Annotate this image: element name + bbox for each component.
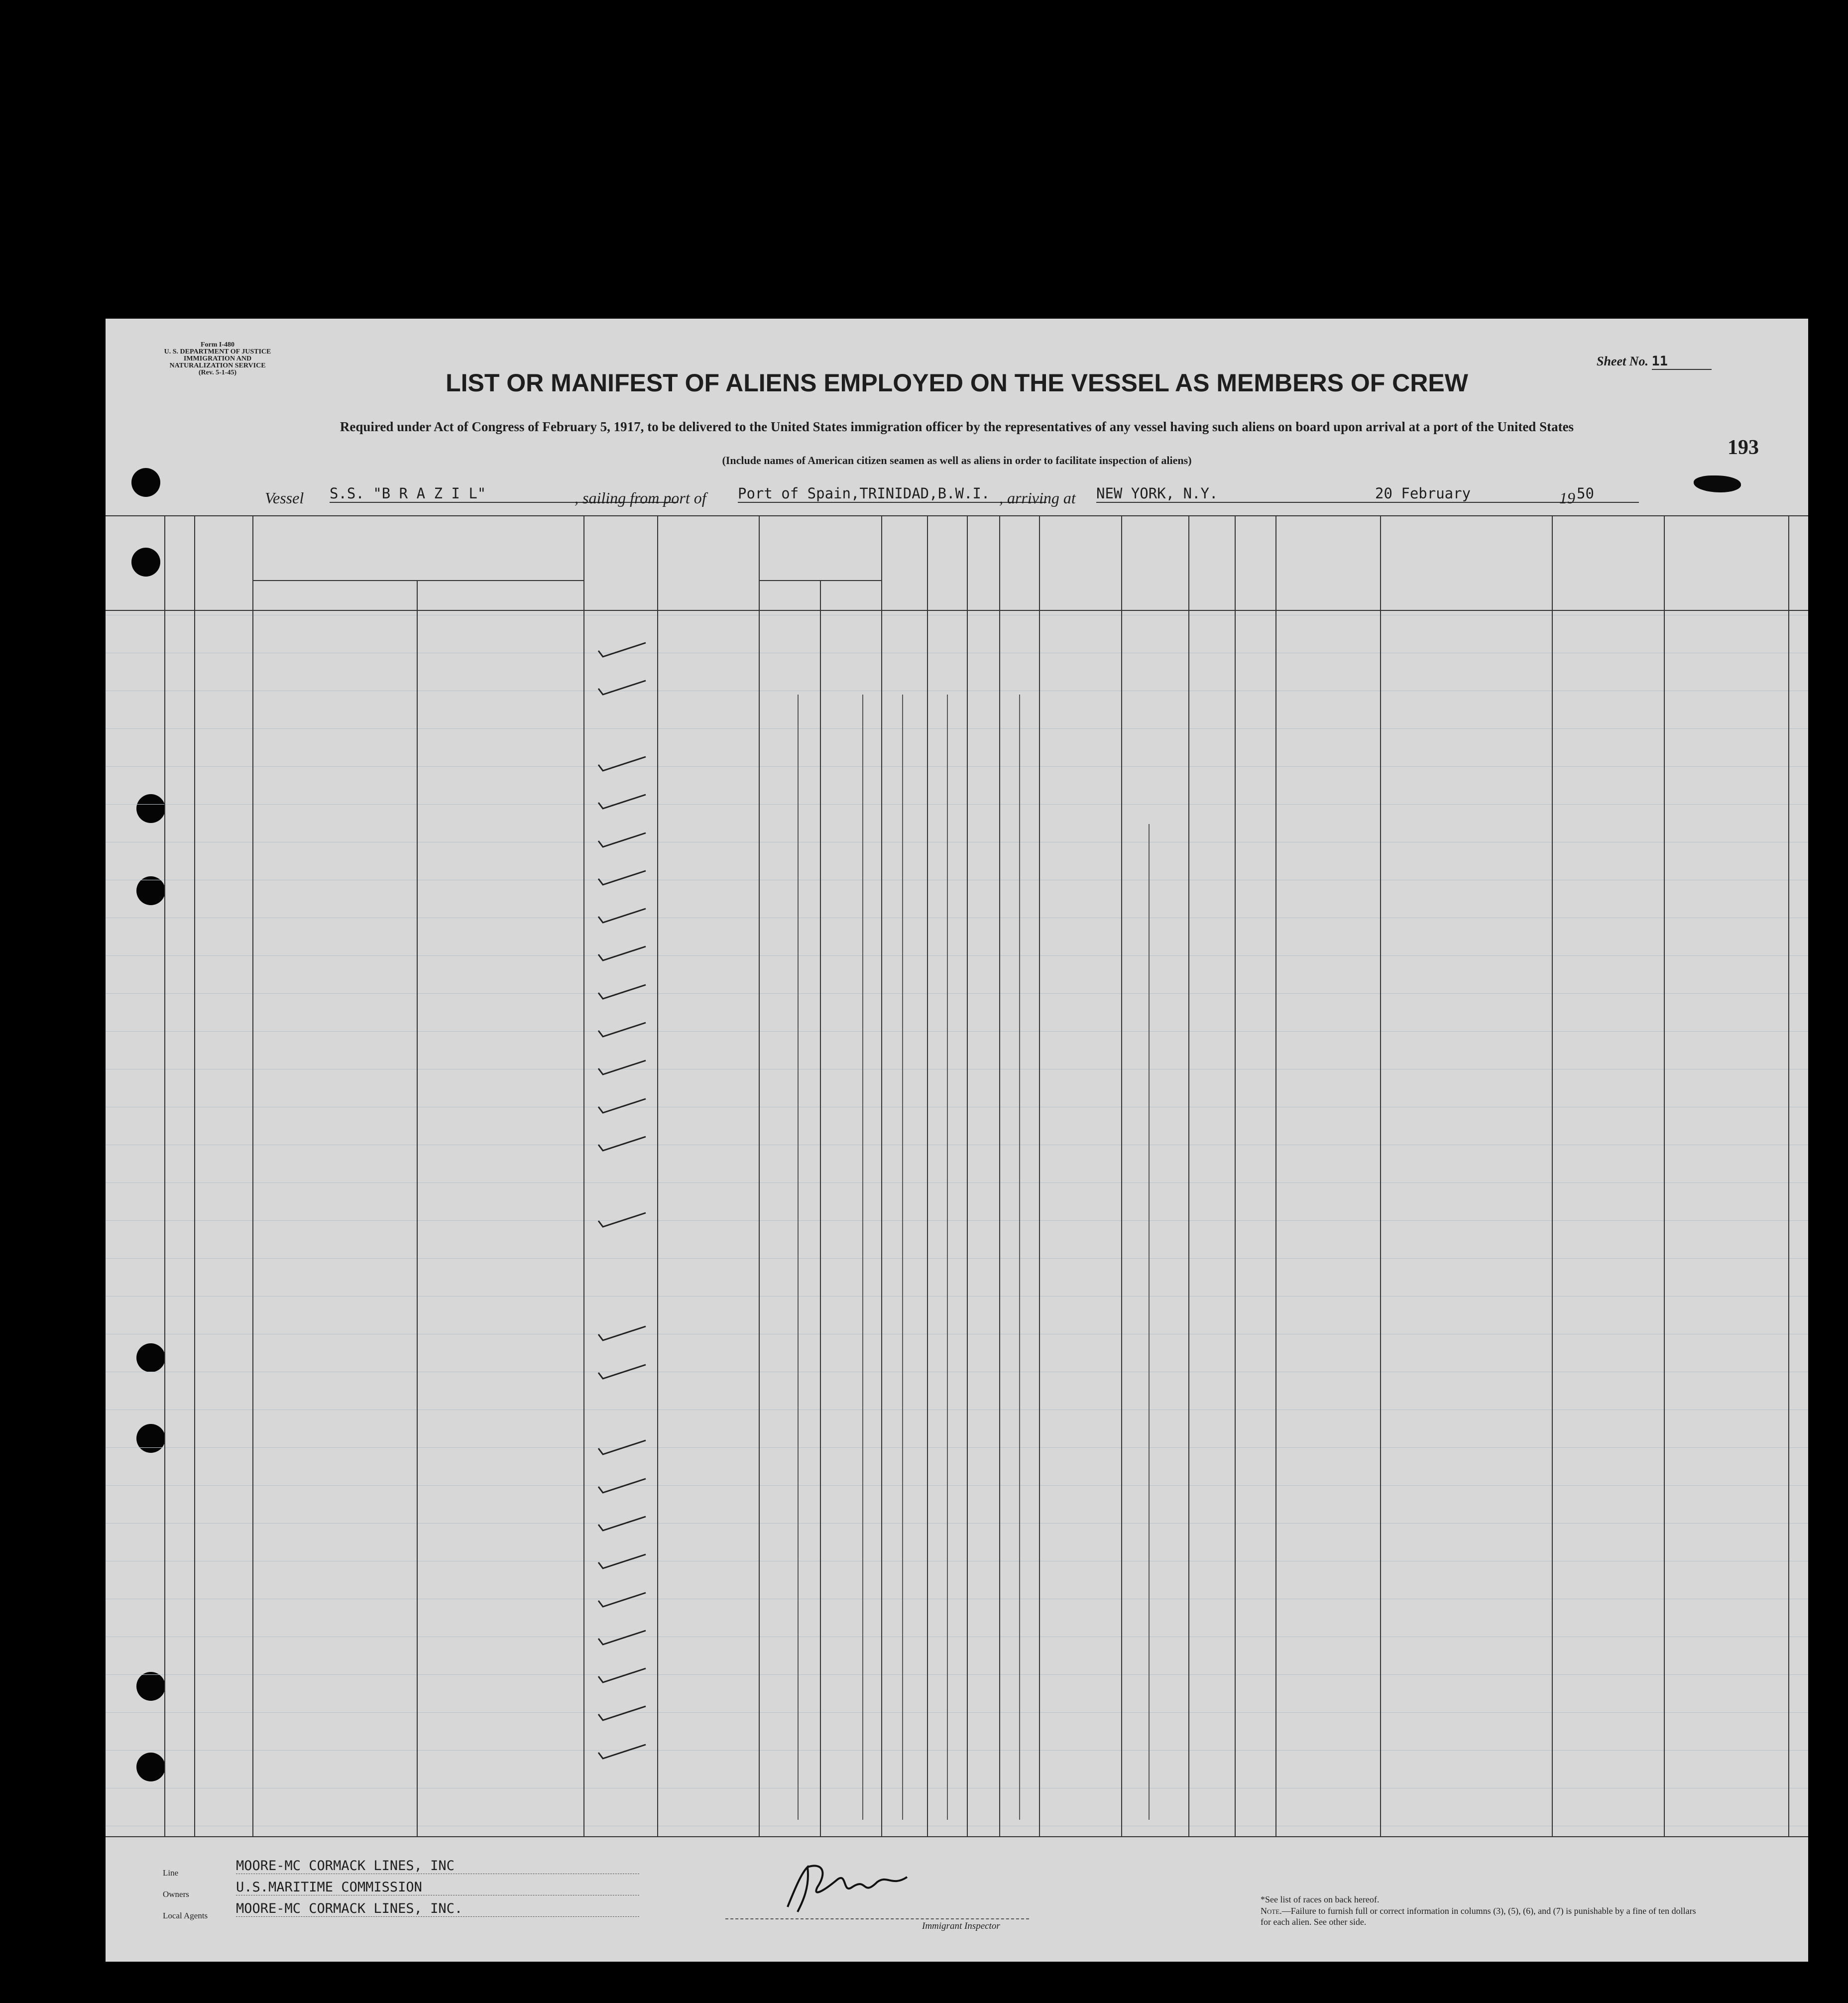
line-value: MOORE-MC CORMACK LINES, INC bbox=[236, 1858, 639, 1874]
check-mark-icon bbox=[596, 1591, 651, 1611]
check-mark-icon bbox=[596, 641, 651, 661]
column-rule bbox=[252, 515, 253, 1837]
ruled-line bbox=[106, 1031, 1808, 1032]
ruled-line bbox=[106, 804, 1808, 805]
check-mark-icon bbox=[596, 983, 651, 1003]
arrival-date: 20 February bbox=[1365, 485, 1639, 503]
check-mark-icon bbox=[596, 1438, 651, 1458]
check-mark-icon bbox=[596, 679, 651, 699]
column-rule bbox=[999, 515, 1000, 1837]
races-note: *See list of races on back hereof. bbox=[1261, 1894, 1380, 1904]
ruled-line bbox=[106, 993, 1808, 994]
penalty-note: Note.—Failure to furnish full or correct information in columns (3), (5), (6), and (7) is punishable by a fine of ten dollars for each alien. See other side. bbox=[1261, 1906, 1696, 1927]
check-mark-icon bbox=[596, 944, 651, 964]
sailing-label: , sailing from port of bbox=[575, 489, 706, 507]
arrival-port: NEW YORK, N.Y. bbox=[1096, 485, 1445, 503]
name-subheader-rule bbox=[252, 580, 583, 581]
check-mark-icon bbox=[596, 831, 651, 851]
check-mark-icon bbox=[596, 793, 651, 813]
table-header-bottom bbox=[106, 610, 1808, 611]
check-mark-icon bbox=[596, 1666, 651, 1686]
manifest-table bbox=[106, 515, 1808, 1837]
column-rule bbox=[1121, 515, 1122, 1837]
column-rule bbox=[759, 515, 760, 1837]
check-mark-icon bbox=[596, 755, 651, 775]
check-mark-icon bbox=[596, 1477, 651, 1497]
ruled-line bbox=[106, 1523, 1808, 1524]
column-rule bbox=[1788, 515, 1789, 1837]
column-rule bbox=[1039, 515, 1040, 1837]
agents-value: MOORE-MC CORMACK LINES, INC. bbox=[236, 1901, 639, 1917]
page-stamp: 193 bbox=[1728, 436, 1759, 459]
ruled-line bbox=[106, 1258, 1808, 1259]
check-mark-icon bbox=[596, 907, 651, 927]
year-prefix: 19 bbox=[1559, 489, 1575, 507]
owners-value: U.S.MARITIME COMMISSION bbox=[236, 1880, 639, 1895]
check-mark-icon bbox=[596, 1211, 651, 1231]
column-rule bbox=[164, 515, 165, 1837]
ruled-line bbox=[106, 1447, 1808, 1448]
shipped-subheader-rule bbox=[759, 580, 881, 581]
table-bottom-border bbox=[106, 1836, 1808, 1837]
column-rule bbox=[927, 515, 928, 1837]
statute-text: Required under Act of Congress of February 5, 1917, to be delivered to the United States immigration officer by the representatives of any vessel having such aliens on board upon arrival at a port of the United States bbox=[340, 419, 1574, 434]
sailing-port: Port of Spain,TRINIDAD,B.W.I. bbox=[738, 485, 1046, 503]
ruled-line bbox=[106, 728, 1808, 729]
check-mark-icon bbox=[596, 1324, 651, 1344]
column-rule bbox=[1380, 515, 1381, 1837]
agents-label: Local Agents bbox=[163, 1911, 208, 1920]
check-mark-icon bbox=[596, 1704, 651, 1724]
ruled-line bbox=[106, 955, 1808, 956]
ditto-mark bbox=[1149, 824, 1150, 1820]
inspector-signature bbox=[768, 1852, 937, 1922]
instructions-text: (Include names of American citizen seamen as well as aliens in order to facilitate inspection of aliens) bbox=[722, 454, 1192, 467]
ruled-line bbox=[106, 1750, 1808, 1751]
owners-label: Owners bbox=[163, 1889, 189, 1899]
year-suffix: 50 bbox=[1577, 485, 1607, 503]
check-mark-icon bbox=[596, 1363, 651, 1383]
ditto-mark bbox=[902, 695, 903, 1820]
inspector-label: Immigrant Inspector bbox=[922, 1921, 1000, 1931]
ditto-mark bbox=[1019, 695, 1020, 1820]
ditto-mark bbox=[947, 695, 948, 1820]
check-mark-icon bbox=[596, 1135, 651, 1155]
line-label: Line bbox=[163, 1868, 179, 1878]
column-rule bbox=[1552, 515, 1553, 1837]
manifest-sheet bbox=[106, 319, 1808, 1962]
column-rule bbox=[1188, 515, 1189, 1837]
column-rule bbox=[820, 580, 821, 1837]
table-top-border bbox=[106, 515, 1808, 516]
column-rule bbox=[1275, 515, 1276, 1837]
column-rule bbox=[1235, 515, 1236, 1837]
check-mark-icon bbox=[596, 869, 651, 889]
ditto-mark bbox=[862, 695, 863, 1820]
column-rule bbox=[417, 580, 418, 1837]
check-mark-icon bbox=[596, 1629, 651, 1649]
column-rule bbox=[657, 515, 658, 1837]
check-mark-icon bbox=[596, 1515, 651, 1534]
page-title: LIST OR MANIFEST OF ALIENS EMPLOYED ON THE VESSEL AS MEMBERS OF CREW bbox=[446, 369, 1468, 397]
vessel-name: S.S. "B R A Z I L" bbox=[330, 485, 678, 503]
ruled-line bbox=[106, 1712, 1808, 1713]
ink-blot bbox=[1694, 475, 1741, 492]
vessel-label: Vessel bbox=[265, 489, 304, 507]
ruled-line bbox=[106, 1182, 1808, 1183]
check-mark-icon bbox=[596, 1021, 651, 1041]
ditto-mark bbox=[798, 695, 799, 1820]
column-rule bbox=[967, 515, 968, 1837]
form-id: Form I-480 U. S. DEPARTMENT OF JUSTICE IMMIGRATION AND NATURALIZATION SERVICE (Rev. 5-1-45) bbox=[164, 341, 271, 376]
check-mark-icon bbox=[596, 1552, 651, 1572]
ruled-line bbox=[106, 766, 1808, 767]
check-mark-icon bbox=[596, 1059, 651, 1078]
column-rule bbox=[583, 515, 584, 1837]
punch-hole bbox=[131, 468, 160, 497]
check-mark-icon bbox=[596, 1743, 651, 1763]
check-mark-icon bbox=[596, 1097, 651, 1117]
sheet-number: Sheet No. 11 bbox=[1597, 353, 1712, 370]
ruled-line bbox=[106, 1674, 1808, 1675]
ruled-line bbox=[106, 1220, 1808, 1221]
column-rule bbox=[881, 515, 882, 1837]
inspector-line bbox=[725, 1918, 1029, 1919]
column-rule bbox=[194, 515, 195, 1837]
ruled-line bbox=[106, 1485, 1808, 1486]
arriving-label: , arriving at bbox=[999, 489, 1076, 507]
column-rule bbox=[1664, 515, 1665, 1837]
